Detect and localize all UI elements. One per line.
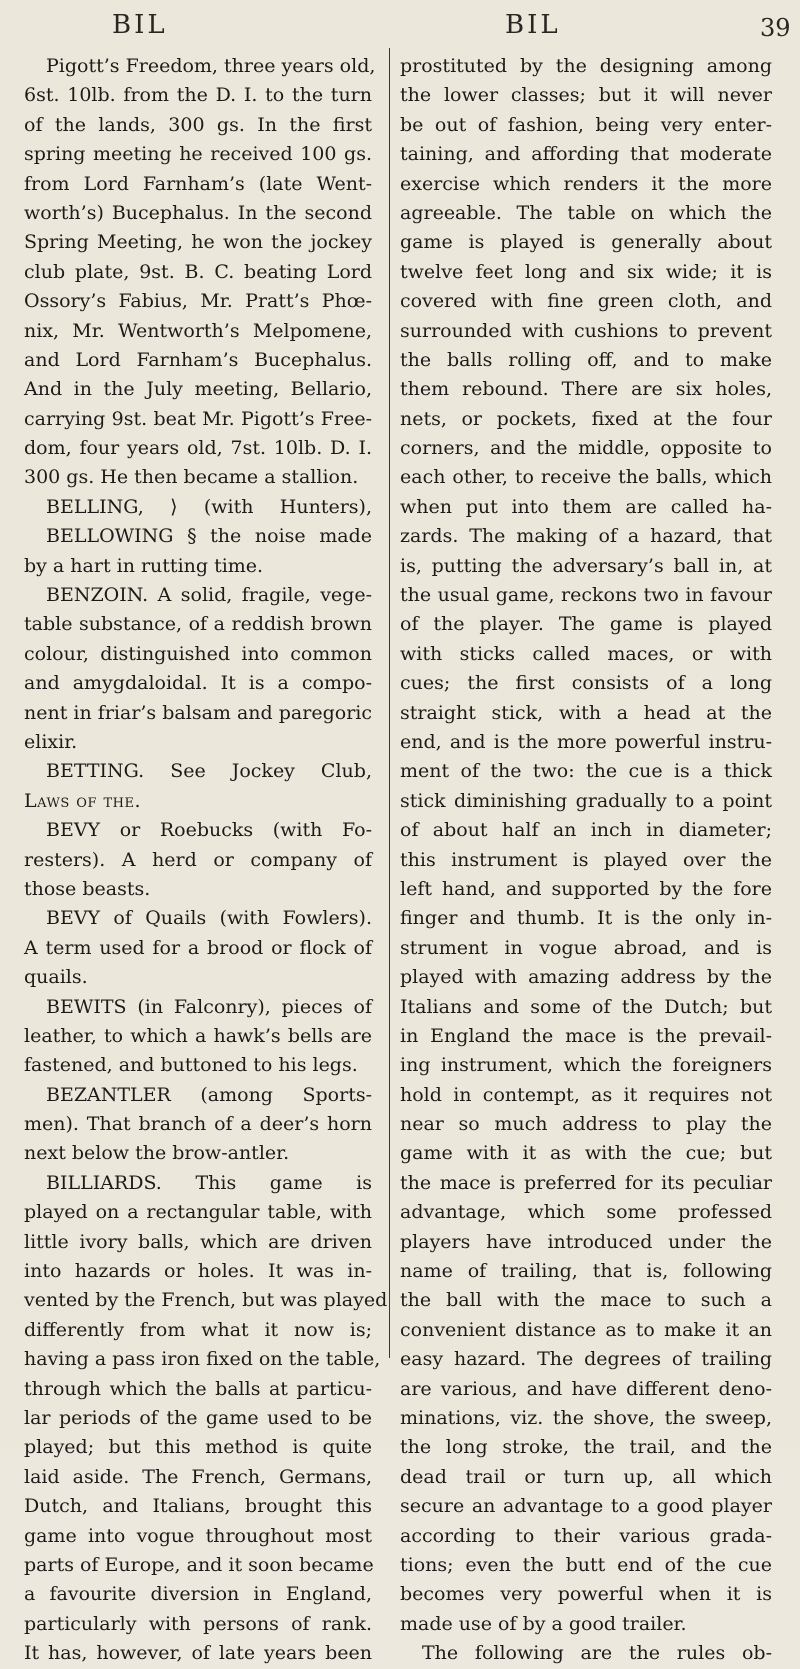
text-line: each other, to receive the balls, which xyxy=(400,466,772,489)
text-line: of the lands, 300 gs. In the first xyxy=(24,113,372,136)
text-line: taining, and affording that moderate xyxy=(400,143,772,166)
text-line: strument in vogue abroad, and is xyxy=(400,936,772,959)
text-line: parts of Europe, and it soon became xyxy=(24,1553,374,1576)
text-line: the balls rolling off, and to make xyxy=(400,348,772,371)
text-line: by a hart in rutting time. xyxy=(24,554,264,577)
text-line: twelve feet long and six wide; it is xyxy=(400,260,772,283)
left-running-head: BIL xyxy=(112,10,168,40)
left-text-column xyxy=(24,52,388,1668)
page-number: 39 xyxy=(760,14,791,42)
text-line: according to their various grada- xyxy=(400,1524,772,1547)
text-line: when put into them are called ha- xyxy=(400,495,772,518)
text-line: Dutch, and Italians, brought this xyxy=(24,1495,372,1518)
text-line: BEWITS (in Falconry), pieces of xyxy=(46,995,372,1018)
text-line: Ossory’s Fabius, Mr. Pratt’s Phœ- xyxy=(24,290,372,313)
text-line: tions; even the butt end of the cue xyxy=(400,1553,772,1576)
text-line: carrying 9st. beat Mr. Pigott’s Free- xyxy=(24,407,372,430)
text-line: minations, viz. the shove, the sweep, xyxy=(400,1406,772,1429)
text-line: through which the balls at particu- xyxy=(24,1377,372,1400)
text-line: this instrument is played over the xyxy=(400,848,772,871)
text-line: into hazards or holes. It was in- xyxy=(24,1260,372,1283)
text-line: convenient distance as to make it an xyxy=(400,1318,772,1341)
text-line: ing instrument, which the foreigners xyxy=(400,1054,772,1077)
text-line: covered with fine green cloth, and xyxy=(400,290,772,313)
text-line: dom, four years old, 7st. 10lb. D. I. xyxy=(24,437,372,460)
text-line: exercise which renders it the more xyxy=(400,172,772,195)
text-line: men). That branch of a deer’s horn xyxy=(24,1113,372,1136)
text-line: nets, or pockets, fixed at the four xyxy=(400,407,772,430)
text-line: Spring Meeting, he won the jockey xyxy=(24,231,372,254)
right-text-column xyxy=(400,52,772,1668)
text-line: with sticks called maces, or with xyxy=(400,642,772,665)
text-line: agreeable. The table on which the xyxy=(400,201,772,224)
text-line: differently from what it now is; xyxy=(24,1318,372,1341)
text-line: is, putting the adversary’s ball in, at xyxy=(400,554,772,577)
text-line: Pigott’s Freedom, three years old, xyxy=(46,55,376,77)
text-line: surrounded with cushions to prevent xyxy=(400,319,772,342)
text-line: them rebound. There are six holes, xyxy=(400,378,772,401)
text-line: straight stick, with a head at the xyxy=(400,701,772,724)
text-line: quails. xyxy=(24,966,88,989)
text-line: game is played is generally about xyxy=(400,231,772,254)
text-line: finger and thumb. It is the only in- xyxy=(400,907,772,930)
text-line: BEVY of Quails (with Fowlers). xyxy=(46,907,372,930)
text-line: And in the July meeting, Bellario, xyxy=(24,378,372,401)
text-line: made use of by a good trailer. xyxy=(400,1612,687,1635)
text-line: BEVY or Roebucks (with Fo- xyxy=(46,819,372,842)
text-line: resters). A herd or company of xyxy=(24,848,372,871)
text-line: A term used for a brood or flock of xyxy=(24,936,372,959)
text-line: Laws of the. xyxy=(24,789,142,812)
text-line: BELLOWING § the noise made xyxy=(46,525,372,548)
text-line: game into vogue throughout most xyxy=(24,1524,372,1547)
text-line: club plate, 9st. B. C. beating Lord xyxy=(24,260,372,283)
text-line: nent in friar’s balsam and paregoric xyxy=(24,701,372,724)
text-line: be out of fashion, being very enter- xyxy=(400,113,772,136)
text-line: game with it as with the cue; but xyxy=(400,1142,772,1165)
text-line: BENZOIN. A solid, fragile, vege- xyxy=(46,584,372,607)
text-line: fastened, and buttoned to his legs. xyxy=(24,1054,358,1077)
text-line: in England the mace is the prevail- xyxy=(400,1024,772,1047)
text-line: BILLIARDS. This game is xyxy=(46,1171,372,1194)
text-line: BEZANTLER (among Sports- xyxy=(46,1083,372,1106)
text-line: prostituted by the designing among xyxy=(400,55,772,77)
text-line: elixir. xyxy=(24,730,78,753)
text-line: of about half an inch in diameter; xyxy=(400,819,772,842)
text-line: the lower classes; but it will never xyxy=(400,84,772,107)
text-line: nix, Mr. Wentworth’s Melpomene, xyxy=(24,319,372,342)
text-line: secure an advantage to a good player xyxy=(400,1495,772,1518)
text-line: advantage, which some professed xyxy=(400,1201,772,1224)
text-line: table substance, of a reddish brown xyxy=(24,613,372,636)
text-line: end, and is the more powerful instru- xyxy=(400,730,772,753)
text-line: and amygdaloidal. It is a compo- xyxy=(24,672,372,695)
text-line: players have introduced under the xyxy=(400,1230,772,1253)
text-line: easy hazard. The degrees of trailing xyxy=(400,1348,772,1371)
text-line: laid aside. The French, Germans, xyxy=(24,1465,372,1488)
text-line: lar periods of the game used to be xyxy=(24,1406,372,1429)
text-line: near so much address to play the xyxy=(400,1113,772,1136)
text-line: left hand, and supported by the fore xyxy=(400,877,772,900)
text-line: 6st. 10lb. from the D. I. to the turn xyxy=(24,84,372,107)
text-line: spring meeting he received 100 gs. xyxy=(24,143,372,166)
right-running-head: BIL xyxy=(505,10,561,40)
text-line: zards. The making of a hazard, that xyxy=(400,525,772,548)
text-line: cues; the first consists of a long xyxy=(400,672,772,695)
text-line: 300 gs. He then became a stallion. xyxy=(24,466,359,489)
text-line: ment of the two: the cue is a thick xyxy=(400,760,772,783)
text-line: played with amazing address by the xyxy=(400,966,772,989)
text-line: a favourite diversion in England, xyxy=(24,1583,372,1606)
text-line: leather, to which a hawk’s bells are xyxy=(24,1024,372,1047)
text-line: BETTING. See Jockey Club, xyxy=(46,760,372,783)
column-divider xyxy=(389,48,390,1358)
text-line: the ball with the mace to such a xyxy=(400,1289,772,1312)
text-line: the long stroke, the trail, and the xyxy=(400,1436,772,1459)
text-line: name of trailing, that is, following xyxy=(400,1260,772,1283)
text-line: Italians and some of the Dutch; but xyxy=(400,995,772,1018)
text-line: from Lord Farnham’s (late Went- xyxy=(24,172,372,195)
text-line: stick diminishing gradually to a point xyxy=(400,789,772,812)
text-line: played; but this method is quite xyxy=(24,1436,372,1459)
text-line: BELLING, ⟩ (with Hunters), xyxy=(46,495,372,518)
text-line: played on a rectangular table, with xyxy=(24,1201,372,1224)
text-line: corners, and the middle, opposite to xyxy=(400,437,772,460)
text-line: having a pass iron fixed on the table, xyxy=(24,1348,381,1371)
text-line: next below the brow-antler. xyxy=(24,1142,290,1165)
text-line: the mace is preferred for its peculiar xyxy=(400,1171,772,1194)
text-line: those beasts. xyxy=(24,877,151,900)
text-line: the usual game, reckons two in favour xyxy=(400,584,772,607)
text-line: becomes very powerful when it is xyxy=(400,1583,772,1606)
text-line: colour, distinguished into common xyxy=(24,642,372,665)
text-line: are various, and have different deno- xyxy=(400,1377,772,1400)
text-line: hold in contempt, as it requires not xyxy=(400,1083,772,1106)
text-line: little ivory balls, which are driven xyxy=(24,1230,372,1253)
text-line: worth’s) Bucephalus. In the second xyxy=(24,201,372,224)
text-line: dead trail or turn up, all which xyxy=(400,1465,772,1488)
text-line: It has, however, of late years been xyxy=(24,1642,372,1665)
text-line: of the player. The game is played xyxy=(400,613,772,636)
text-line: The following are the rules ob- xyxy=(422,1642,772,1665)
text-line: vented by the French, but was played xyxy=(24,1289,388,1312)
text-line: and Lord Farnham’s Bucephalus. xyxy=(24,348,372,371)
text-line: particularly with persons of rank. xyxy=(24,1612,372,1635)
